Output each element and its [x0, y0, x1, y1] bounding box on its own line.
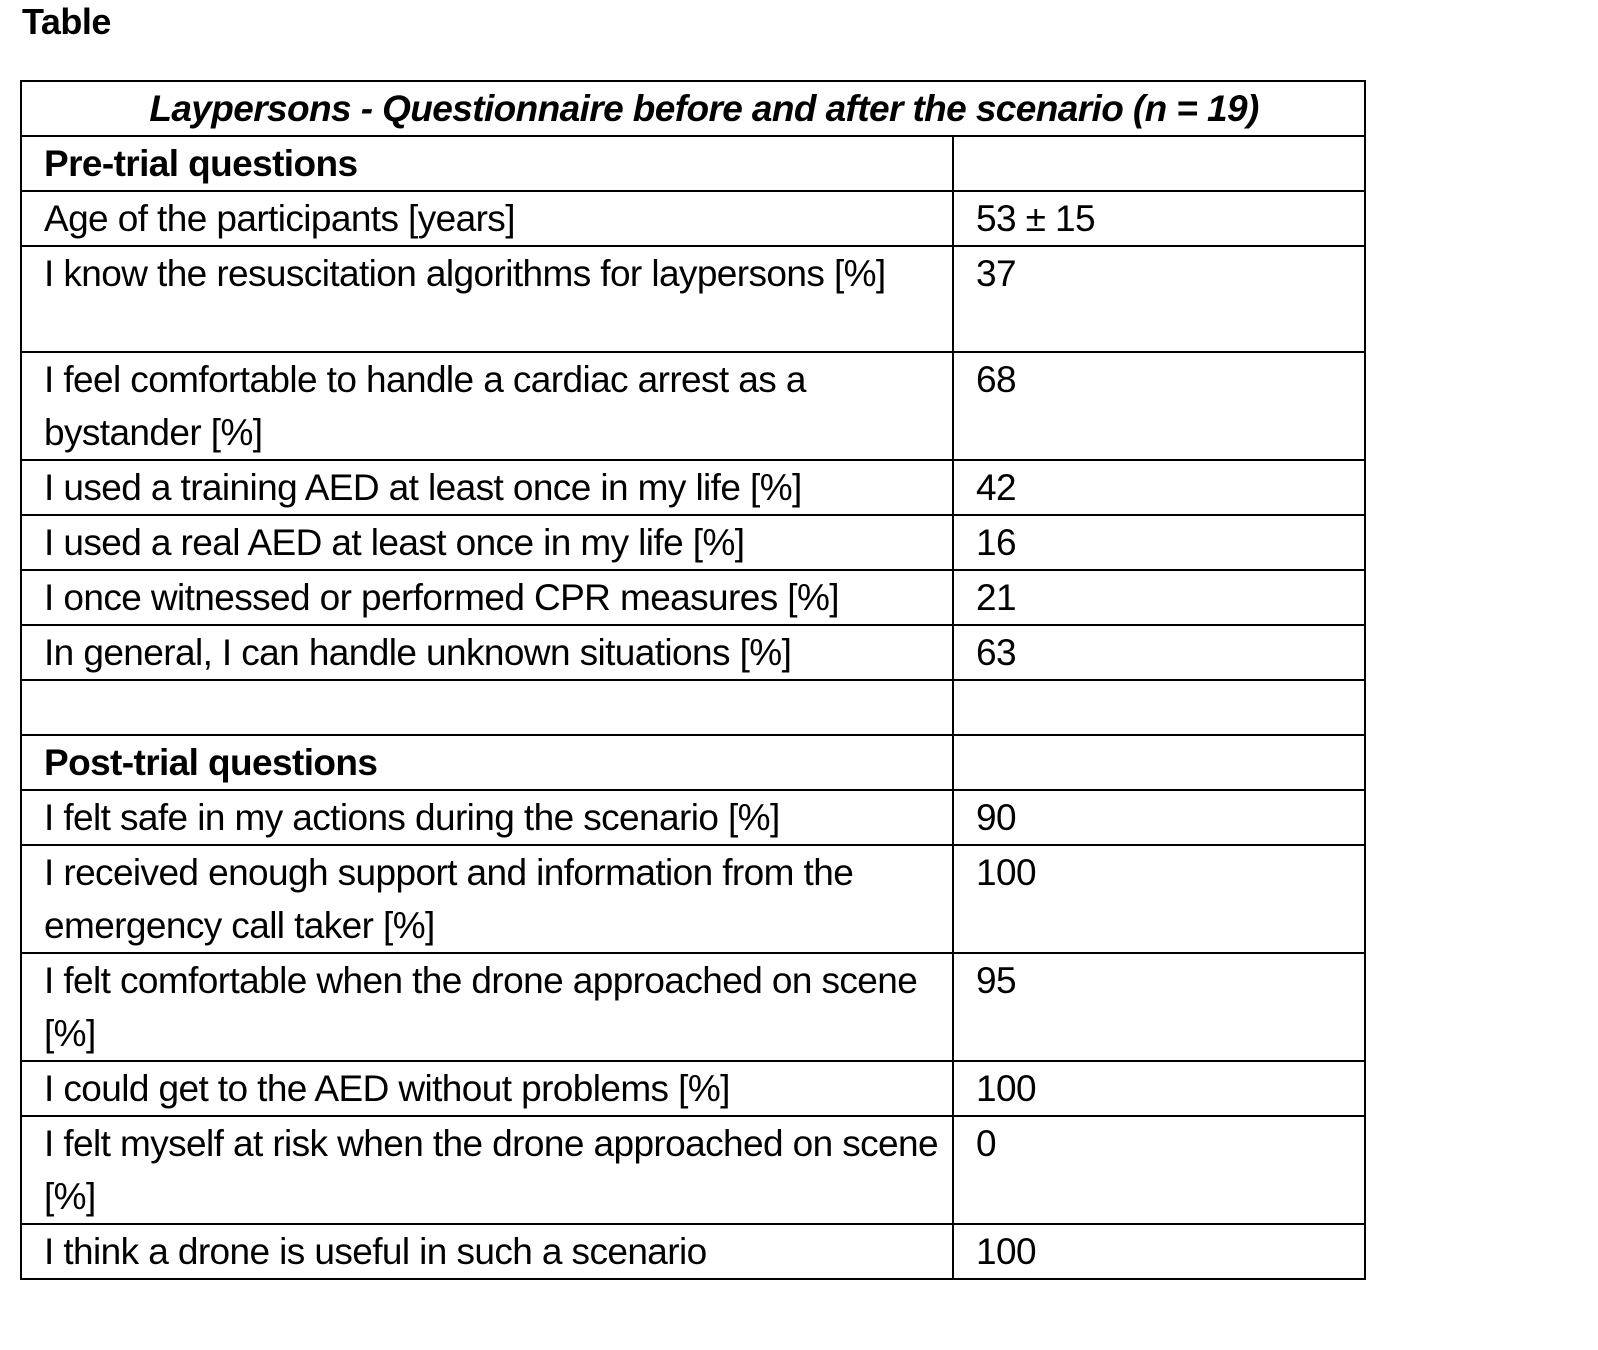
question-cell: I once witnessed or performed CPR measures [%] — [21, 570, 953, 625]
value-cell: 42 — [953, 460, 1365, 515]
question-cell: I know the resuscitation algorithms for laypersons [%] — [21, 246, 953, 352]
value-cell: 95 — [953, 953, 1365, 1061]
section-row-pre — [21, 136, 1365, 191]
question-cell: I could get to the AED without problems [%] — [21, 1061, 953, 1116]
value-cell: 100 — [953, 845, 1365, 953]
question-cell: I felt comfortable when the drone approached on scene [%] — [21, 953, 953, 1061]
caption-row — [21, 81, 1365, 136]
section-header-post: Post-trial questions — [21, 735, 953, 790]
questionnaire-table — [20, 80, 1366, 1280]
question-cell: I feel comfortable to handle a cardiac arrest as a bystander [%] — [21, 352, 953, 460]
question-cell: I felt safe in my actions during the scenario [%] — [21, 790, 953, 845]
spacer-cell — [953, 680, 1365, 735]
value-cell: 90 — [953, 790, 1365, 845]
question-cell: I think a drone is useful in such a scenario — [21, 1224, 953, 1279]
section-empty-cell — [953, 136, 1365, 191]
section-empty-cell — [953, 735, 1365, 790]
table-row — [21, 191, 1365, 246]
value-cell: 63 — [953, 625, 1365, 680]
question-cell: Age of the participants [years] — [21, 191, 953, 246]
spacer-row — [21, 680, 1365, 735]
table-row — [21, 352, 1365, 460]
section-row-post — [21, 735, 1365, 790]
table-row — [21, 460, 1365, 515]
table-row — [21, 845, 1365, 953]
question-cell: I felt myself at risk when the drone approached on scene [%] — [21, 1116, 953, 1224]
table-row — [21, 1224, 1365, 1279]
value-cell: 53 ± 15 — [953, 191, 1365, 246]
spacer-cell — [21, 680, 953, 735]
value-cell: 100 — [953, 1061, 1365, 1116]
question-cell: I used a training AED at least once in my life [%] — [21, 460, 953, 515]
table-row — [21, 246, 1365, 352]
value-cell: 16 — [953, 515, 1365, 570]
section-header-pre: Pre-trial questions — [21, 136, 953, 191]
value-cell: 37 — [953, 246, 1365, 352]
table-row — [21, 1061, 1365, 1116]
table-row — [21, 790, 1365, 845]
table-row — [21, 515, 1365, 570]
table-row — [21, 570, 1365, 625]
value-cell: 100 — [953, 1224, 1365, 1279]
question-cell: I received enough support and information from the emergency call taker [%] — [21, 845, 953, 953]
table-row — [21, 953, 1365, 1061]
table-caption: Laypersons - Questionnaire before and after the scenario (n = 19) — [21, 81, 1365, 136]
document-heading: Table — [22, 1, 111, 42]
table-row — [21, 625, 1365, 680]
value-cell: 21 — [953, 570, 1365, 625]
value-cell: 68 — [953, 352, 1365, 460]
table-row — [21, 1116, 1365, 1224]
question-cell: In general, I can handle unknown situations [%] — [21, 625, 953, 680]
value-cell: 0 — [953, 1116, 1365, 1224]
question-cell: I used a real AED at least once in my life [%] — [21, 515, 953, 570]
